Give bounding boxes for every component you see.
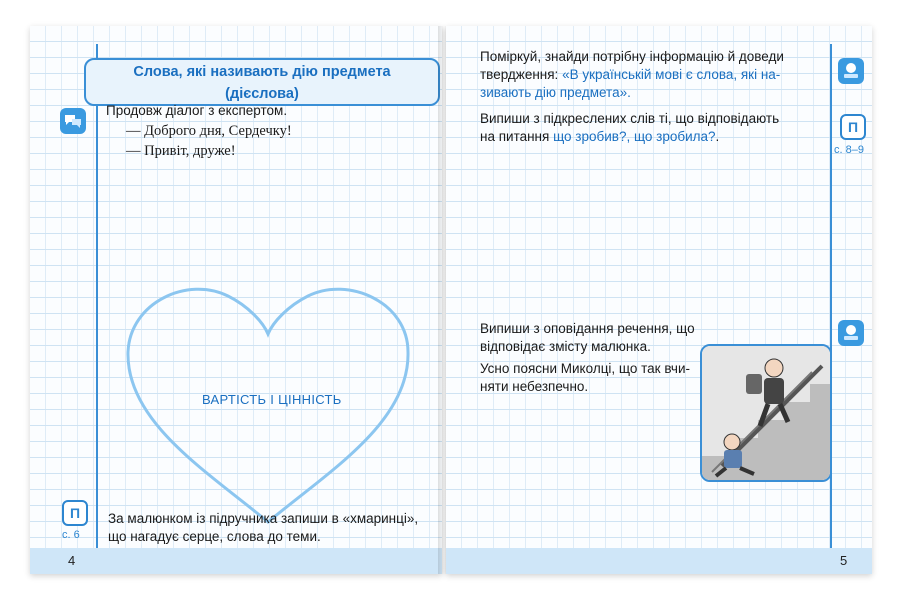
boy-on-stairs-illustration bbox=[700, 344, 832, 482]
statement-quote-part1: «В українській мові є слова, які на- bbox=[562, 67, 781, 82]
page-footer bbox=[30, 548, 442, 574]
dialog-line-1: — Доброго дня, Сердечку! bbox=[126, 123, 292, 139]
textbook-ref-icon: П bbox=[840, 114, 866, 140]
margin-line bbox=[830, 44, 832, 574]
textbook-ref-label: с. 8–9 bbox=[834, 144, 864, 156]
underlined-words-task-line2 bbox=[480, 128, 719, 146]
right-page bbox=[446, 26, 872, 574]
explain-task-line1: Усно поясни Миколці, що так вчи- bbox=[480, 361, 690, 376]
page-footer bbox=[446, 548, 872, 574]
dialog-line-2: — Привіт, друже! bbox=[126, 143, 236, 159]
reasoning-task-line1: Поміркуй, знайди потрібну інформацію й доведи bbox=[480, 49, 784, 64]
reasoning-task-prefix: твердження: bbox=[480, 67, 563, 82]
questions-text: що зробив?, що зробила? bbox=[553, 129, 716, 144]
lesson-title-line2: (дієслова) bbox=[225, 86, 299, 102]
dialog-instruction: Продовж діалог з експертом. bbox=[106, 103, 288, 118]
page-number: 4 bbox=[68, 553, 76, 568]
statement-quote-part2: зивають дію предмета». bbox=[480, 85, 631, 100]
writing-task-line1: За малюнком із підручника запиши в «хмаринці», bbox=[108, 511, 419, 526]
sentence-task-line1: Випиши з оповідання речення, що bbox=[480, 321, 695, 336]
expert-dialog-icon bbox=[60, 108, 86, 134]
margin-line bbox=[96, 44, 98, 574]
page-number: 5 bbox=[840, 553, 848, 568]
sentence-task-line2: відповідає змісту малюнка. bbox=[480, 339, 651, 354]
lesson-title-line1: Слова, які називають дію предмета bbox=[133, 64, 391, 80]
left-page bbox=[30, 26, 442, 574]
explain-task-line2: няти небезпечно. bbox=[480, 379, 589, 394]
heart-label: ВАРТІСТЬ І ЦІННІСТЬ bbox=[202, 392, 342, 407]
open-workbook bbox=[30, 26, 872, 574]
writing-task-line2: що нагадує серце, слова до теми. bbox=[108, 529, 321, 544]
reasoning-task-line2 bbox=[480, 66, 780, 84]
lesson-title-box bbox=[84, 58, 440, 106]
questions-suffix: . bbox=[715, 129, 720, 144]
textbook-ref-label: с. 6 bbox=[62, 529, 80, 541]
research-icon bbox=[838, 320, 864, 346]
underlined-words-task-line1: Випиши з підкреслених слів ті, що відповідають bbox=[480, 111, 780, 126]
textbook-ref-icon: П bbox=[62, 500, 88, 526]
research-icon bbox=[838, 58, 864, 84]
questions-prefix: на питання bbox=[480, 129, 554, 144]
